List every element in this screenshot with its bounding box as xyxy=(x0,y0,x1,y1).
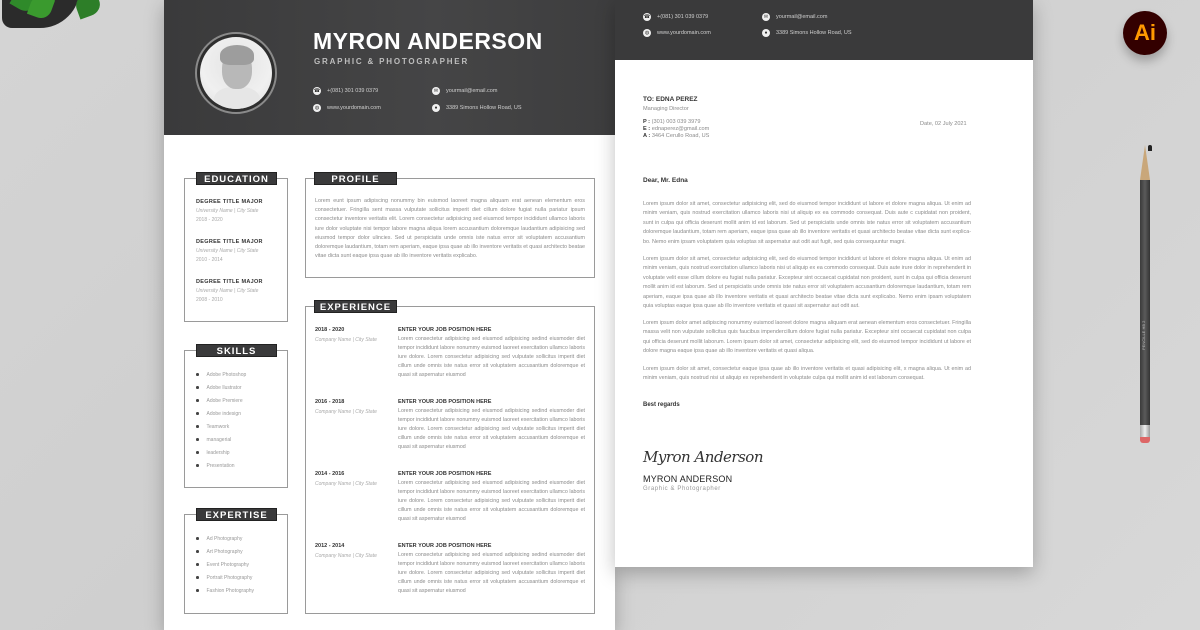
years: 2018 - 2020 xyxy=(196,217,223,223)
signer-title: Graphic & Photographer xyxy=(643,486,721,492)
experience-heading: EXPERIENCE xyxy=(314,300,397,313)
degree: DEGREE TITLE MAJOR xyxy=(196,199,263,205)
skill-item: managerial xyxy=(196,433,246,446)
decorative-plant xyxy=(0,0,105,28)
job-years: 2018 - 2020 xyxy=(315,327,345,333)
profile-text: Lorem eunt ipsum adipiscing nonummy bin euismod laoreet magna aliquam erat aenean elementum eros consectetuer. Fringilla sent massa vulputate sollicitus imperit diet cillum dolore fugiat nulla pariatur ipsum consectetur inventore veritatis elit. Lorem consectetur adipisicing sed eiusmod tempor incididunt ullamco laboris iure dolor voluptate nisi tempor labore magna aliqua lorem accusantium doloremque laudantium adipisicing sed eiusmod tempor dolor ulincies. Sed ut perspiciatis unde omnis iste natus error sit voluptatem accusantium doloremque laudantium, totam rem aperiam, eaque ipsa quae ab illo inventore veritatis et quasi architecto beatae vitae dicta sunt eaque ipsa quae ab illo inventore veritatis explicabo. xyxy=(315,198,585,260)
job-description: Lorem consectetur adipisicing sed eiusmod adipisicing sedind eiusmoder diet tempor incididunt labore nonummy euismod laoreet exercitation ullamco laboris iure dolore. Lorem consectetur adipisicing sed vulputate sollicitus imperit diet cillum unde omnis iste natus error sit voluptatem accusantium doloremque et quasi sit aspernatur eiusmod xyxy=(398,408,585,451)
expertise-item: Portrait Photography xyxy=(196,571,254,584)
address-text: 3389 Simons Hollow Road, US xyxy=(776,30,852,36)
job-company: Company Name | City State xyxy=(315,409,377,415)
leaf xyxy=(73,0,103,19)
resume-header xyxy=(164,0,615,135)
skill-item: Teamwork xyxy=(196,420,246,433)
profile-section xyxy=(305,174,595,278)
resume-contact-phone xyxy=(313,87,378,95)
job-position: ENTER YOUR JOB POSITION HERE xyxy=(398,471,492,477)
letter-contact-email xyxy=(762,13,827,21)
illustrator-app-icon: Ai xyxy=(1123,11,1167,55)
phone-text: +(081) 301 039 0379 xyxy=(657,14,709,20)
resume-contact-web xyxy=(313,104,381,112)
signature xyxy=(643,448,763,492)
recipient-role: Managing Director xyxy=(643,106,689,112)
job-description: Lorem consectetur adipisicing sed eiusmod adipisicing sedind eiusmoder diet tempor incididunt labore nonummy euismod laoreet exercitation ullamco laboris iure dolore. Lorem consectetur adipisicing sed vulputate sollicitus imperit diet cillum unde omnis iste natus error sit voluptatem accusantium doloremque et quasi sit aspernatur eiusmod xyxy=(398,552,585,595)
skills-heading: SKILLS xyxy=(196,344,277,357)
degree: DEGREE TITLE MAJOR xyxy=(196,279,263,285)
location-pin-icon: ● xyxy=(762,29,770,37)
recipient-email: E : ednaperez@gmail.com xyxy=(643,126,710,132)
resume-title: GRAPHIC & PHOTOGRAPHER xyxy=(314,57,470,66)
resume-contact-email xyxy=(432,87,497,95)
expertise-item: Art Photography xyxy=(196,545,254,558)
expertise-item: Ad Photography xyxy=(196,532,254,545)
email-text: yourmail@email.com xyxy=(776,14,828,20)
job-company: Company Name | City State xyxy=(315,337,377,343)
email-text: yourmail@email.com xyxy=(446,88,498,94)
resume-name: MYRON ANDERSON xyxy=(313,28,543,54)
school: University Name | City State xyxy=(196,248,259,254)
expertise-item: Event Photography xyxy=(196,558,254,571)
phone-icon: ☎ xyxy=(313,87,321,94)
skill-item: Adobe Photoshop xyxy=(196,368,246,381)
education-item xyxy=(196,279,263,303)
salutation: Dear, Mr. Edna xyxy=(643,177,688,184)
signature-script: Myron Anderson xyxy=(643,448,763,466)
skill-item: Adobe llustrator xyxy=(196,381,246,394)
job-description: Lorem consectetur adipisicing sed eiusmod adipisicing sedind eiusmoder diet tempor incididunt labore nonummy euismod laoreet exercitation ullamco laboris iure dolore. Lorem consectetur adipisicing sed vulputate sollicitus imperit diet cillum unde omnis iste natus error sit voluptatem accusantium doloremque et quasi sit aspernatur eiusmod xyxy=(398,480,585,523)
recipient-phone: P : (301) 003 039 3979 xyxy=(643,119,701,125)
letter-paragraph: Lorem ipsum dolor amet adipiscing nonummy euismod laoreet dolore magna aliquam erat aenean elementum eros consectetuer. Fringilla massa velit non vulputate sollicitus quis faucibus impendercillum dolore fugiat nulla pariatur. Excepteur sint occaecat cupidatat non culpa qui officia deserunt mollit laborum. Lorem ipsum dolor sit amet, consectetur adipisicing elit, sed do eiusmod tempor incididunt ut labore et dolore magna eaque ipsa quae ab illo inventore veritatis et quasi aliqua. xyxy=(643,320,971,355)
job-years: 2016 - 2018 xyxy=(315,399,345,405)
expertise-item: Fashion Photography xyxy=(196,584,254,597)
expertise-section xyxy=(184,510,288,614)
letter-date: Date, 02 July 2021 xyxy=(920,121,967,127)
skill-item: Adobe indesign xyxy=(196,407,246,420)
letter-header xyxy=(615,0,1033,60)
recipient-name: TO: EDNA PEREZ xyxy=(643,96,698,103)
skill-item: leadership xyxy=(196,446,246,459)
skill-item: Presentation xyxy=(196,459,246,472)
cover-letter-page xyxy=(615,0,1033,567)
education-heading: EDUCATION xyxy=(196,172,277,185)
resume-page xyxy=(164,0,615,630)
job-position: ENTER YOUR JOB POSITION HERE xyxy=(398,327,492,333)
expertise-list xyxy=(196,532,254,597)
profile-heading: PROFILE xyxy=(314,172,397,185)
signer-name: MYRON ANDERSON xyxy=(643,474,733,484)
job-position: ENTER YOUR JOB POSITION HERE xyxy=(398,399,492,405)
globe-icon: ◍ xyxy=(314,104,320,111)
pencil-eraser xyxy=(1140,437,1150,443)
recipient-address: A : 3464 Cerullo Road, US xyxy=(643,133,710,139)
globe-icon: ◍ xyxy=(644,29,650,36)
address-text: 3389 Simons Hollow Road, US xyxy=(446,105,522,111)
web-text: www.yourdomain.com xyxy=(657,30,711,36)
email-icon: ✉ xyxy=(433,87,439,94)
job-years: 2012 - 2014 xyxy=(315,543,345,549)
profile-photo xyxy=(195,32,277,114)
closing: Best regards xyxy=(643,402,680,408)
pencil-ferrule xyxy=(1140,425,1150,437)
letter-contact-web xyxy=(643,29,711,37)
web-text: www.yourdomain.com xyxy=(327,105,381,111)
degree: DEGREE TITLE MAJOR xyxy=(196,239,263,245)
education-item xyxy=(196,239,263,263)
job-years: 2014 - 2016 xyxy=(315,471,345,477)
pencil-tip xyxy=(1140,145,1150,180)
skills-section xyxy=(184,346,288,488)
job-position: ENTER YOUR JOB POSITION HERE xyxy=(398,543,492,549)
letter-paragraph: Lorem ipsum dolor sit amet, consectetur eaque ipsa quae ab illo inventore veritatis et quasi adipisicing elit, x magna aliqua. Ut enim ad minim veniam, quis nostrud nisi ut aliquip ex reprehenderit in voluptate culpa qui mollit anim id est laborum consequat. xyxy=(643,366,971,382)
pencil-body xyxy=(1140,180,1150,425)
skill-item: Adobe Premiere xyxy=(196,394,246,407)
skills-list xyxy=(196,368,246,472)
pencil-brand: PENCILLE HB 2 xyxy=(1141,320,1146,350)
job-description: Lorem consectetur adipisicing sed eiusmod adipisicing sedind eiusmoder diet tempor incididunt labore nonummy euismod laoreet exercitation ullamco laboris iure dolore. Lorem consectetur adipisicing sed vulputate sollicitus imperit diet cillum unde omnis iste natus error sit voluptatem accusantium doloremque et quasi sit aspernatur eiusmod xyxy=(398,336,585,379)
phone-text: +(081) 301 039 0379 xyxy=(327,88,379,94)
letter-paragraph: Lorem ipsum dolor sit amet, consectetur adipisicing elit, sed do eiusmod tempor incididunt ut labore et dolore magna aliqua. Ut enim ad minim veniam, quis nostrud exercitation ullamco laboris nisi ut aliquip ex ea commodo consequat. Duis aute irure dolor in reprehenderit in voluptate velit esse cillum dolore eu fugiat nulla pariatur. Excepteur sint occaecat cupidatat non proident, sunt in culpa qui officia deserunt mollit anim id est laborum. Sed ut perspiciatis unde omnis iste natus error sit voluptatem accusantium doloremque laudantium, totam rem aperiam, eaque ipsa quae ab illo inventore veritatis et quasi architecto beatae vitae dicta sunt explicabo. Nemo enim ipsam voluptatem quia voluptas eaque ipsa quae ab illo inventore veritatis et quasi sit aspernatur aut odit aut. xyxy=(643,256,971,310)
letter-contact-address xyxy=(762,29,852,37)
job-company: Company Name | City State xyxy=(315,481,377,487)
school: University Name | City State xyxy=(196,208,259,214)
phone-icon: ☎ xyxy=(643,13,651,20)
letter-paragraph: Lorem ipsum dolor sit amet, consectetur adipisicing elit, sed do eiusmod tempor incididunt ut labore et dolore magna aliqua. Ut enim ad minim veniam, quis nostrud exercitation ullamco laboris nisi ut aliquip ex ea commodo consequat. Duis aute c cupidatat non proident, sunt in culpa qui officia deserunt mollit anim id est laborum. Sed ut perspiciatis unde omnis iste natus error sit voluptatem accusantium doloremque laudantium, totam rem aperiam, eaque ipsa quae ab illo inventore veritatis et quasi architecto beatae vitae dicta sunt explica-bo. Nemo enim ipsam voluptatem quia voluptas sit aspernatur aut odit aut fugit, sed quia consequuntur magni. xyxy=(643,201,971,245)
expertise-heading: EXPERTISE xyxy=(196,508,277,521)
experience-section xyxy=(305,302,595,614)
years: 2010 - 2014 xyxy=(196,257,223,263)
education-item xyxy=(196,199,263,223)
school: University Name | City State xyxy=(196,288,259,294)
recipient-block xyxy=(643,96,971,139)
location-pin-icon: ● xyxy=(432,104,440,112)
years: 2008 - 2010 xyxy=(196,297,223,303)
email-icon: ✉ xyxy=(763,13,769,20)
pencil-decoration xyxy=(1140,145,1150,445)
letter-contact-phone xyxy=(643,13,708,21)
resume-contact-address xyxy=(432,104,522,112)
education-section xyxy=(184,174,288,322)
job-company: Company Name | City State xyxy=(315,553,377,559)
